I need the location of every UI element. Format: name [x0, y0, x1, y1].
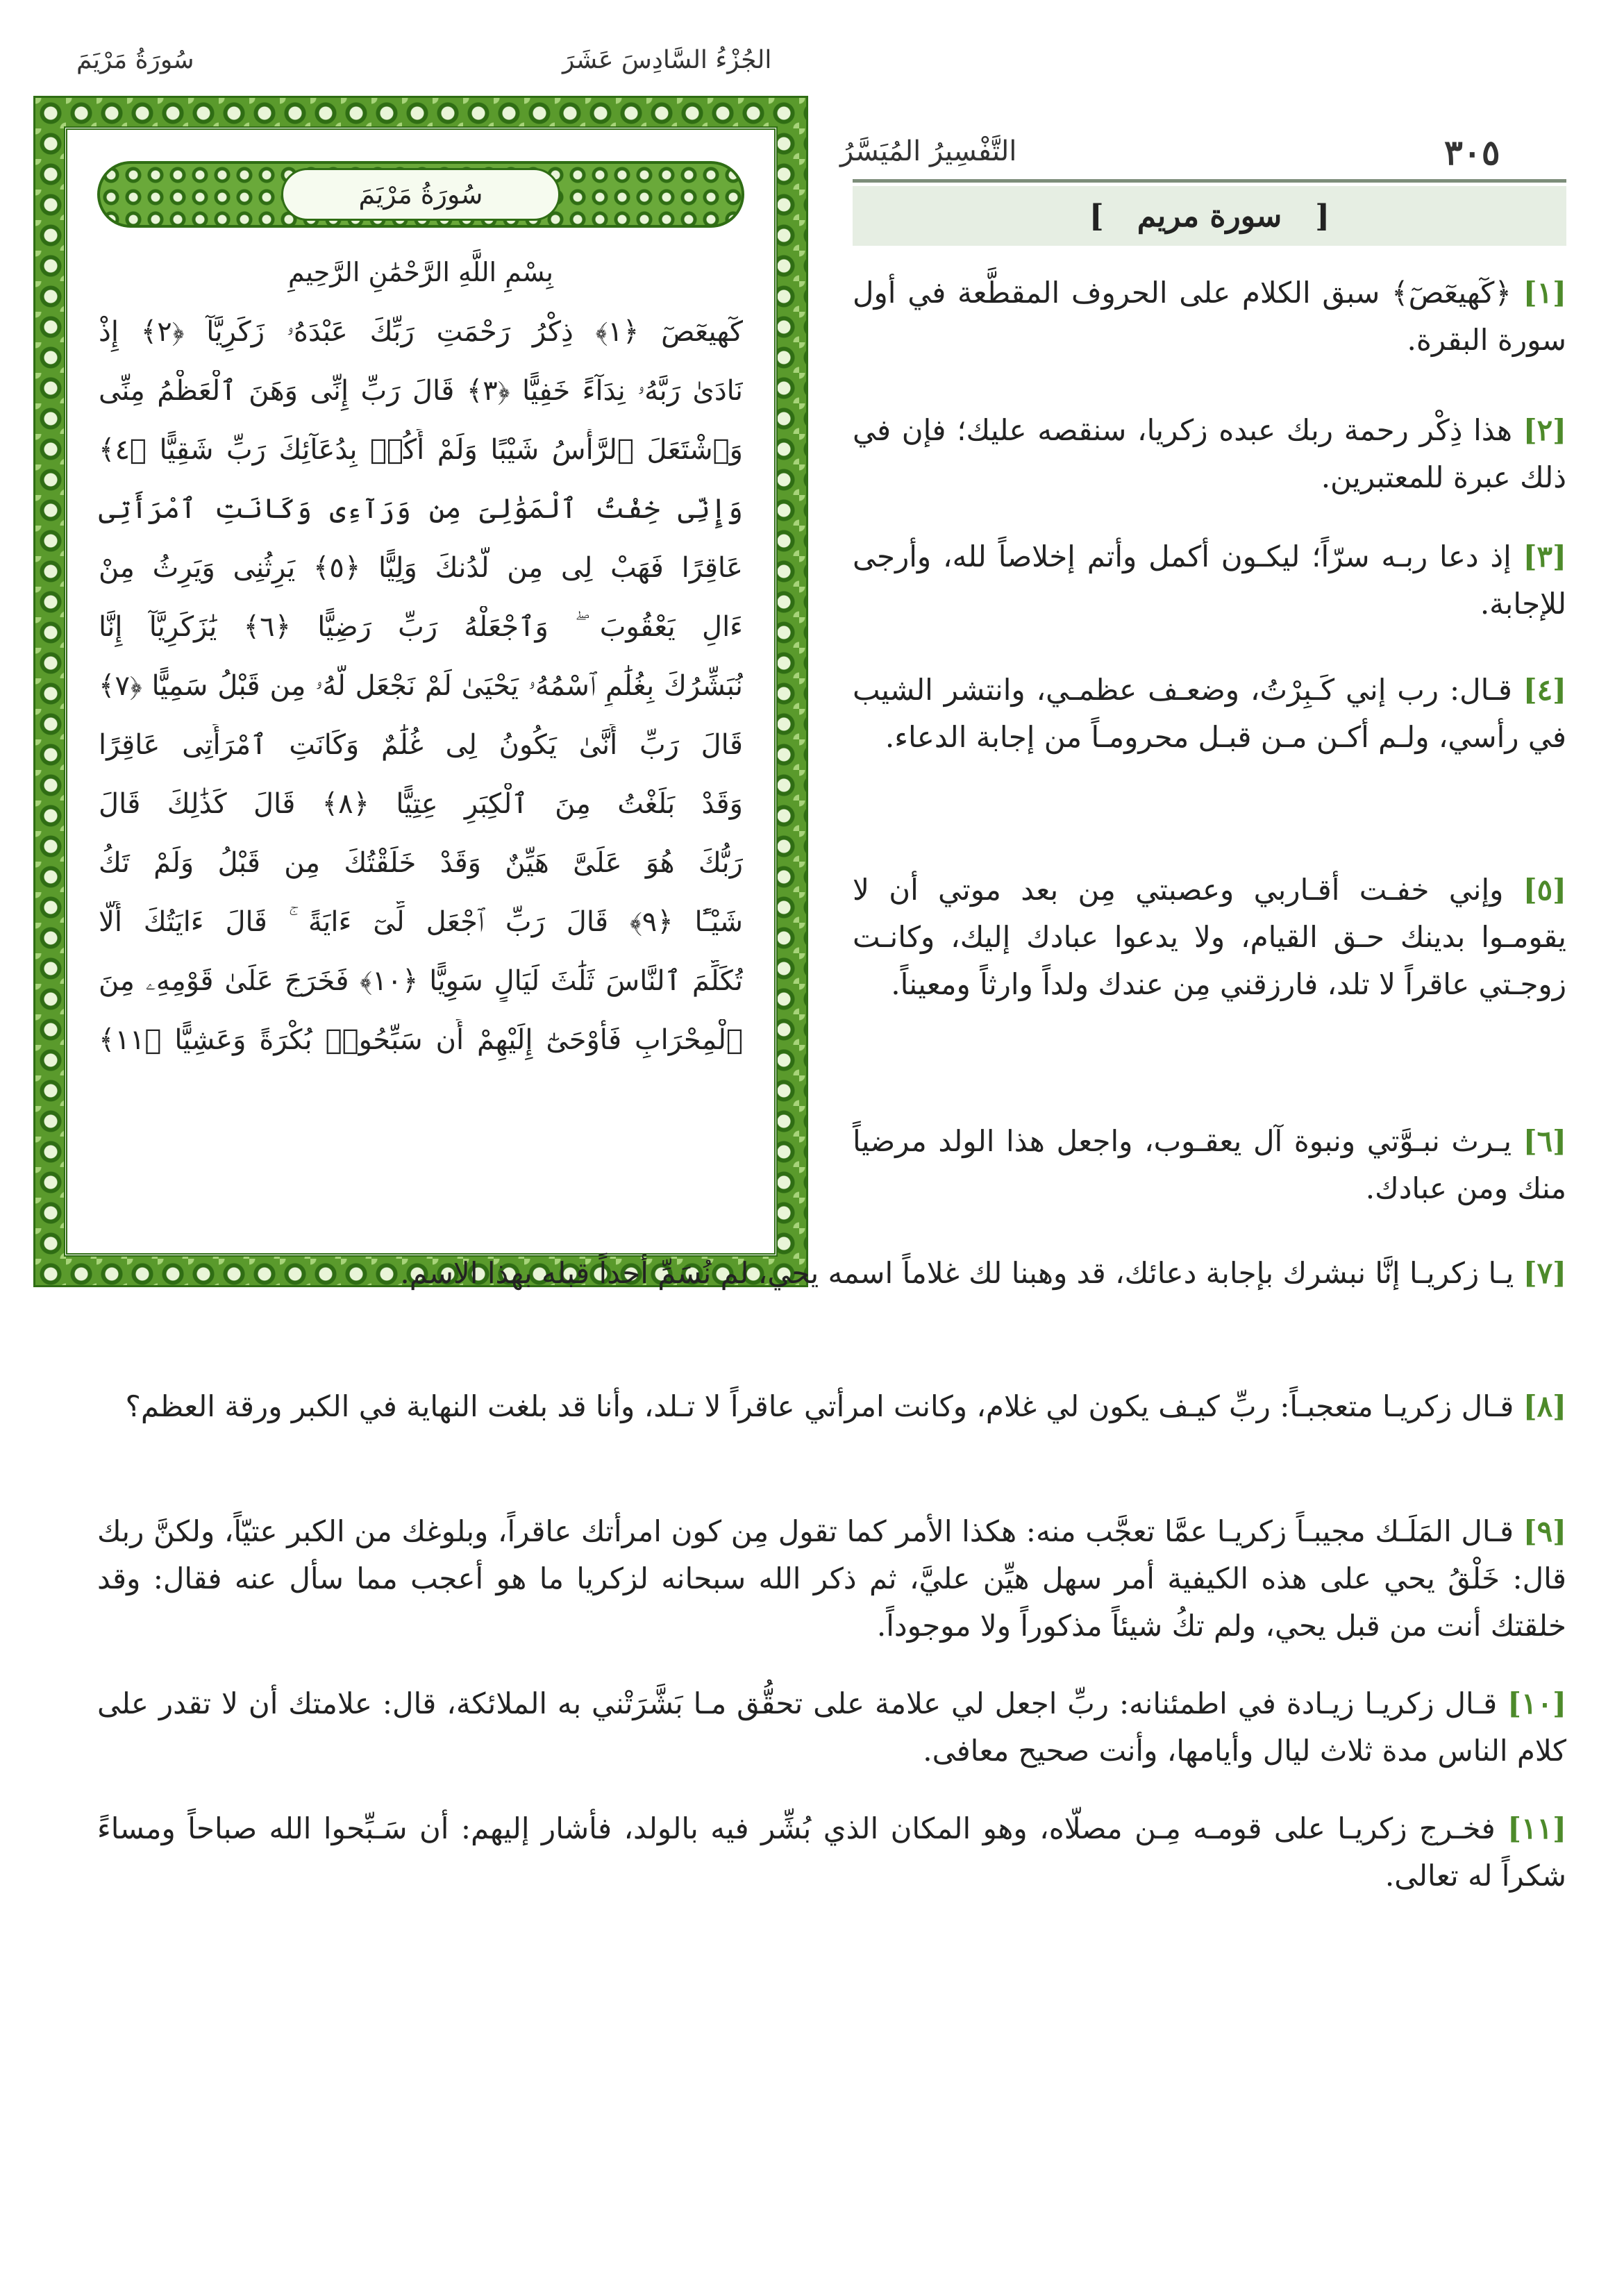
quran-line: وَٱشْتَعَلَ ٱلرَّأْسُ شَيْبًا وَلَمْ أَكُنۢ بِدُعَآئِكَ رَبِّ شَقِيًّا ﴿٤﴾	[99, 434, 743, 466]
quran-line: ءَالِ يَعْقُوبَ ۖ وَٱجْعَلْهُ رَبِّ رَضِيًّا ﴿٦﴾ يَٰزَكَرِيَّآ إِنَّا	[99, 611, 743, 643]
quran-line: رَبُّكَ هُوَ عَلَىَّ هَيِّنٌ وَقَدْ خَلَقْتُكَ مِن قَبْلُ وَلَمْ تَكُ	[99, 847, 743, 879]
tafsir-running-header: التَّفْسِيرُ المُيَسَّرُ	[840, 135, 1017, 167]
verse-number: [٨]	[1523, 1389, 1566, 1423]
juz-running-header: الجُزْءُ السَّادِسَ عَشَرَ	[562, 46, 772, 74]
title-rule	[853, 179, 1566, 183]
verse-number: [٩]	[1523, 1514, 1566, 1548]
tafsir-paragraph	[97, 1508, 1566, 1650]
verse-number: [١١]	[1507, 1811, 1566, 1845]
verse-number: [٧]	[1523, 1256, 1566, 1290]
quran-line: نَادَىٰ رَبَّهُۥ نِدَآءً خَفِيًّا ﴿٣﴾ قَالَ رَبِّ إِنِّى وَهَنَ ٱلْعَظْمُ مِنِّى	[99, 375, 743, 407]
quran-line: ٱلْمِحْرَابِ فَأَوْحَىٰٓ إِلَيْهِمْ أَن سَبِّحُوا۟ بُكْرَةً وَعَشِيًّا ﴿١١﴾	[99, 1024, 743, 1056]
quran-line: قَالَ رَبِّ أَنَّىٰ يَكُونُ لِى غُلَٰمٌ وَكَانَتِ ٱمْرَأَتِى عَاقِرًا	[99, 729, 743, 761]
page-number: ٣٠٥	[1444, 132, 1500, 173]
tafsir-paragraph	[853, 407, 1566, 501]
quran-line: كٓهيعٓصٓ ﴿١﴾ ذِكْرُ رَحْمَتِ رَبِّكَ عَبْدَهُۥ زَكَرِيَّآ ﴿٢﴾ إِذْ	[99, 316, 743, 348]
tafsir-paragraph	[97, 1250, 1566, 1297]
quran-line: شَيْـًٔا ﴿٩﴾ قَالَ رَبِّ ٱجْعَل لِّىٓ ءَايَةً ۚ قَالَ ءَايَتُكَ أَلَّا	[99, 906, 743, 938]
quran-line: وَقَدْ بَلَغْتُ مِنَ ٱلْكِبَرِ عِتِيًّا ﴿٨﴾ قَالَ كَذَٰلِكَ قَالَ	[99, 788, 743, 820]
verse-number: [٤]	[1523, 673, 1566, 707]
tafsir-text: قـال: رب إني كَـبِرْتُ، وضعـف عظمـي، وانتشر الشيب في رأسي، ولـم أكـن مـن قبـل محرومـاً من إجابة الدعاء.	[853, 673, 1566, 754]
tafsir-text: وإني خفـت أقـاربي وعصبتي مِن بعد موتي أن لا يقومـوا بدينك حـق القيام، ولا يدعوا عبادك إليك، وكانـت زوجـتي عاقراً لا تلد، فارزقني مِن عندك ولداً وارثاً ومعيناً.	[853, 873, 1566, 1001]
tafsir-text: هذا ذِكْر رحمة ربك عبده زكريا، سنقصه عليك؛ فإن في ذلك عبرة للمعتبرين.	[853, 413, 1566, 494]
verse-number: [١٠]	[1507, 1686, 1567, 1720]
quran-line: وَإِنِّى خِفْتُ ٱلْمَوَٰلِىَ مِن وَرَآءِى وَكَانَتِ ٱمْرَأَتِى	[99, 493, 743, 525]
title-open-bracket: [	[1315, 198, 1330, 234]
quran-line: عَاقِرًا فَهَبْ لِى مِن لَّدُنكَ وَلِيًّا ﴿٥﴾ يَرِثُنِى وَيَرِثُ مِنْ	[99, 552, 743, 584]
tafsir-paragraph	[853, 269, 1566, 364]
verse-number: [١]	[1523, 276, 1566, 310]
verse-number: [٥]	[1523, 873, 1566, 907]
tafsir-text: إذ دعا ربـه سرّاً؛ ليكـون أكمل وأتم إخلاصاً لله، وأرجى للإجابة.	[853, 539, 1566, 621]
quran-line: نُبَشِّرُكَ بِغُلَٰمٍ ٱسْمُهُۥ يَحْيَىٰ لَمْ نَجْعَل لَّهُۥ مِن قَبْلُ سَمِيًّا ﴿٧﴾	[99, 670, 743, 702]
quran-line: تُكَلِّمَ ٱلنَّاسَ ثَلَٰثَ لَيَالٍ سَوِيًّا ﴿١٠﴾ فَخَرَجَ عَلَىٰ قَوْمِهِۦ مِنَ	[99, 965, 743, 997]
tafsir-text: ﴿كٓهيعٓصٓ﴾ سبق الكلام على الحروف المقطَّعة في أول سورة البقرة.	[853, 276, 1566, 357]
basmala: بِسْمِ اللَّهِ الرَّحْمَٰنِ الرَّحِيمِ	[288, 257, 553, 287]
title-close-bracket: ]	[1089, 198, 1104, 234]
tafsir-text: قـال زكريـا متعجبـاً: ربِّ كيـف يكون لي غلام، وكانت امرأتي عاقراً لا تـلد، وأنا قد بلغت النهاية في الكبر ورقة العظم؟	[125, 1389, 1514, 1423]
tafsir-text: قـال المَلَـك مجيبـاً زكريـا عمَّا تعجَّب منه: هكذا الأمر كما تقول مِن كون امرأتك عاقراً، وبلوغك من الكبر عتيّاً، ولكنَّ ربك قال: خَلْقُ يحي على هذه الكيفية أمر سهل هيِّن عليَّ، ثم ذكر الله سبحانه لزكريا ما هو أعجب مما سأل عنه فقال: وقد خلقتك أنت من قبل يحي، ولم تكُ شيئاً مذكوراً ولا موجوداً.	[97, 1514, 1566, 1643]
tafsir-paragraph	[97, 1680, 1566, 1775]
verse-number: [٣]	[1523, 539, 1566, 573]
tafsir-text: يـا زكريـا إنَّا نبشرك بإجابة دعائك، قد وهبنا لك غلاماً اسمه يحي، لم نُسَمِّ أحداً قبله بهذا الاسم.	[400, 1256, 1514, 1290]
tafsir-paragraph	[853, 1118, 1566, 1212]
surah-title-box	[853, 186, 1566, 246]
verse-number: [٢]	[1523, 413, 1566, 447]
tafsir-paragraph	[853, 866, 1566, 1008]
tafsir-text: يـرث نبـوَّتي ونبوة آل يعقـوب، واجعل هذا الولد مرضياً منك ومن عبادك.	[853, 1124, 1566, 1205]
surah-title: سورة مريم	[1137, 198, 1282, 234]
surah-banner-title: سُورَةُ مَرْيَمَ	[281, 168, 560, 221]
tafsir-paragraph	[853, 667, 1566, 761]
surah-running-header: سُورَةُ مَرْيَمَ	[76, 46, 194, 74]
tafsir-paragraph	[853, 533, 1566, 628]
tafsir-paragraph	[97, 1383, 1566, 1430]
tafsir-text: قـال زكريـا زيـادة في اطمئنانه: ربِّ اجعل لي علامة على تحقُّق مـا بَشَّرَتْني به الملائكة، قال: علامتك أن لا تقدر على كلام الناس مدة ثلاث ليال وأيامها، وأنت صحيح معافى.	[97, 1686, 1566, 1768]
tafsir-text: فخـرج زكريـا على قومـه مِـن مصلّاه، وهو المكان الذي بُشِّر فيه بالولد، فأشار إليهم: أن سَـبِّحوا الله صباحاً ومساءً شكراً له تعالى.	[97, 1811, 1566, 1893]
verse-number: [٦]	[1523, 1124, 1566, 1158]
tafsir-paragraph	[97, 1805, 1566, 1900]
